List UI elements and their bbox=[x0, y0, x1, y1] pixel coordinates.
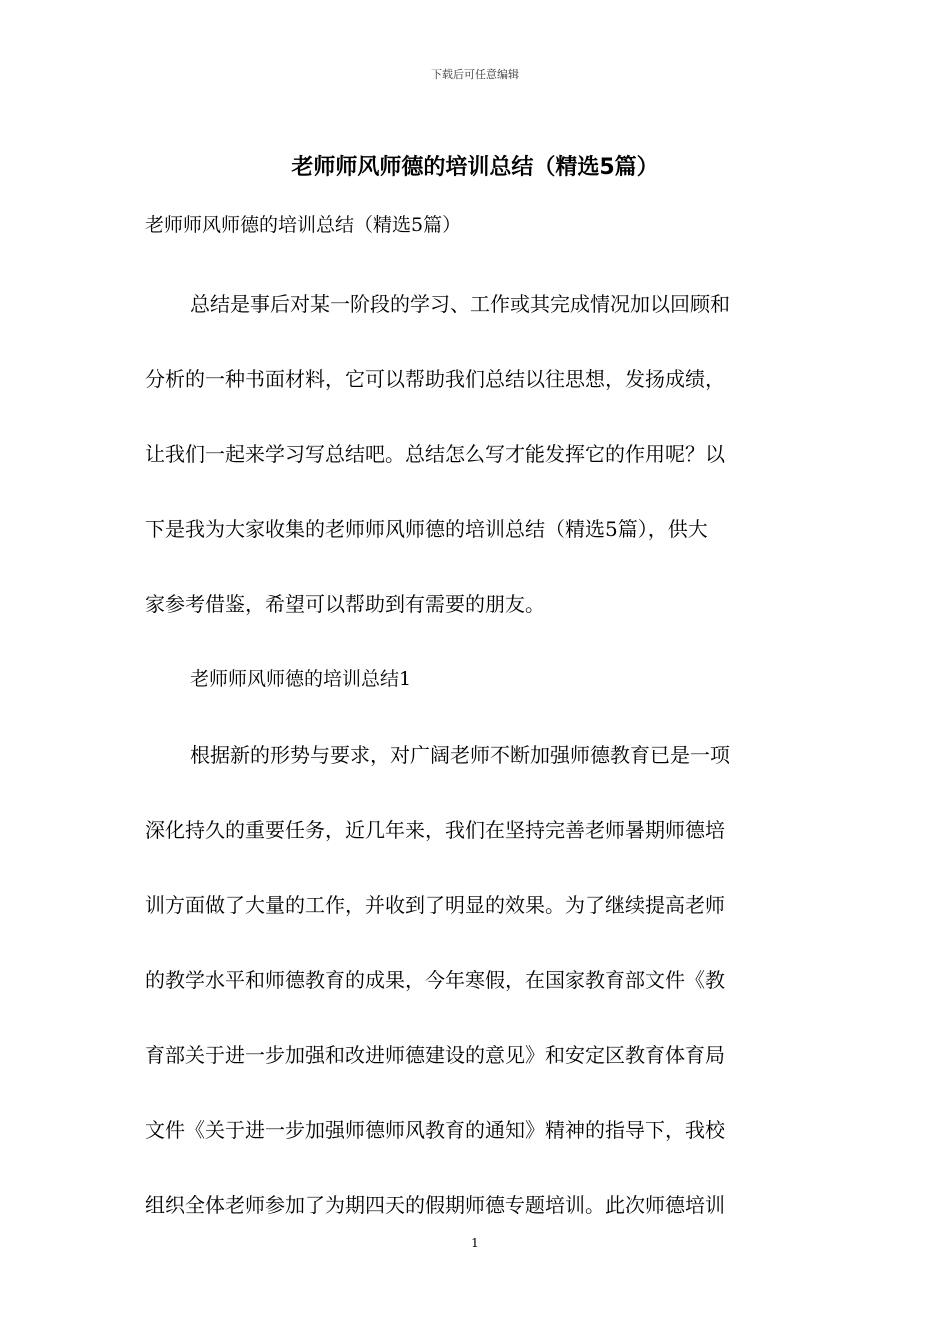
section-line-1: 根据新的形势与要求，对广阔老师不断加强师德教育已是一项 bbox=[190, 743, 730, 767]
intro-line-4: 下是我为大家收集的老师师风师德的培训总结（精选5篇），供大 bbox=[145, 517, 708, 541]
page-number: 1 bbox=[471, 1236, 479, 1250]
document-title: 老师师风师德的培训总结（精选5篇） bbox=[291, 155, 659, 180]
section-line-7: 组织全体老师参加了为期四天的假期师德专题培训。此次师德培训 bbox=[145, 1193, 725, 1217]
section-line-3: 训方面做了大量的工作，并收到了明显的效果。为了继续提高老师 bbox=[145, 893, 725, 917]
section-heading: 老师师风师德的培训总结1 bbox=[190, 668, 412, 690]
document-subtitle: 老师师风师德的培训总结（精选5篇） bbox=[145, 214, 462, 236]
section-line-2: 深化持久的重要任务，近几年来，我们在坚持完善老师暑期师德培 bbox=[145, 818, 725, 842]
section-line-4: 的教学水平和师德教育的成果，今年寒假，在国家教育部文件《教 bbox=[145, 968, 725, 992]
section-line-6: 文件《关于进一步加强师德师风教育的通知》精神的指导下，我校 bbox=[145, 1118, 725, 1142]
header-note: 下载后可任意编辑 bbox=[431, 68, 519, 81]
intro-line-1: 总结是事后对某一阶段的学习、工作或其完成情况加以回顾和 bbox=[190, 292, 730, 316]
intro-line-3: 让我们一起来学习写总结吧。总结怎么写才能发挥它的作用呢？以 bbox=[145, 442, 725, 466]
intro-line-5: 家参考借鉴，希望可以帮助到有需要的朋友。 bbox=[145, 592, 545, 616]
intro-line-2: 分析的一种书面材料，它可以帮助我们总结以往思想，发扬成绩， bbox=[145, 367, 725, 391]
section-line-5: 育部关于进一步加强和改进师德建设的意见》和安定区教育体育局 bbox=[145, 1043, 725, 1067]
